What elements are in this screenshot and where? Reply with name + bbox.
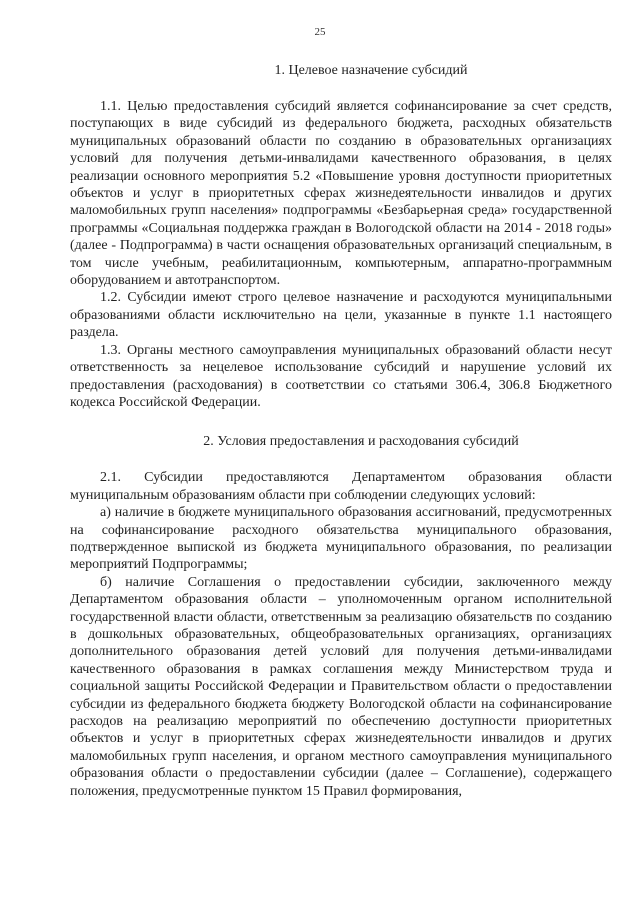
section-1-title: 1. Целевое назначение субсидий: [274, 63, 468, 78]
paragraph-2-1-a: а) наличие в бюджете муниципального образования ассигнований, предусмотренных на софинансирование расходного обязательства муниципального образования, подтвержденное выпиской из бюджета муниципального образования, по реализации мероприятий Подпрограммы;: [70, 505, 612, 573]
section-2-title: 2. Условия предоставления и расходования субсидий: [203, 434, 519, 450]
paragraph-1-2: 1.2. Субсидии имеют строго целевое назначение и расходуются муниципальными образованиями области исключительно на цели, указанные в пункте 1.1 настоящего раздела.: [70, 290, 612, 341]
paragraph-2-1: 2.1. Субсидии предоставляются Департаментом образования области муниципальным образованиям области при соблюдении следующих условий:: [70, 470, 612, 503]
document-body: [70, 58, 612, 800]
paragraph-1-1: 1.1. Целью предоставления субсидий является софинансирование за счет средств, поступающих в виде субсидий из федерального бюджета, расходных обязательств муниципальных образований области по созданию в образовательных организациях условий для получения детьми-инвалидами качественного образования, в целях реализации основного мероприятия 5.2 «Повышение уровня доступности приоритетных объектов и услуг в приоритетных сферах жизнедеятельности инвалидов и других маломобильных групп населения» подпрограммы «Безбарьерная среда» государственной программы «Социальная поддержка граждан в Вологодской области на 2014 - 2018 годы» (далее - Подпрограмма) в части оснащения образовательных организаций специальным, в том числе учебным, реабилитационным, компьютерным, аппаратно-программным оборудованием и автотранспортом.: [70, 99, 612, 289]
paragraph-1-3: 1.3. Органы местного самоуправления муниципальных образований области несут ответственность за нецелевое использование субсидий и нарушение условий их предоставления (расходования) в соответствии со статьями 306.4, 306.8 Бюджетного кодекса Российской Федерации.: [70, 342, 612, 410]
paragraph-2-1-b: б) наличие Соглашения о предоставлении субсидии, заключенного между Департаментом образования области – уполномоченным органом исполнительной государственной власти области, ответственным за реализацию обязательств по созданию в дошкольных образовательных, общеобразовательных организациях, организациях дополнительного образования детей условий для получения детьми-инвалидами качественного образования в рамках соглашения между Министерством труда и социальной защиты Российской Федерации и Правительством области о предоставлении субсидии из федерального бюджета бюджету Вологодской области на софинансирование расходов на реализацию мероприятий по обеспечению доступности приоритетных объектов и услуг в приоритетных сферах жизнедеятельности инвалидов и других маломобильных групп населения, и органом местного самоуправления муниципального образования области о предоставлении субсидии (далее – Соглашение), содержащего положения, предусмотренные пунктом 15 Правил формирования,: [70, 574, 612, 799]
page-number: 25: [314, 26, 326, 38]
